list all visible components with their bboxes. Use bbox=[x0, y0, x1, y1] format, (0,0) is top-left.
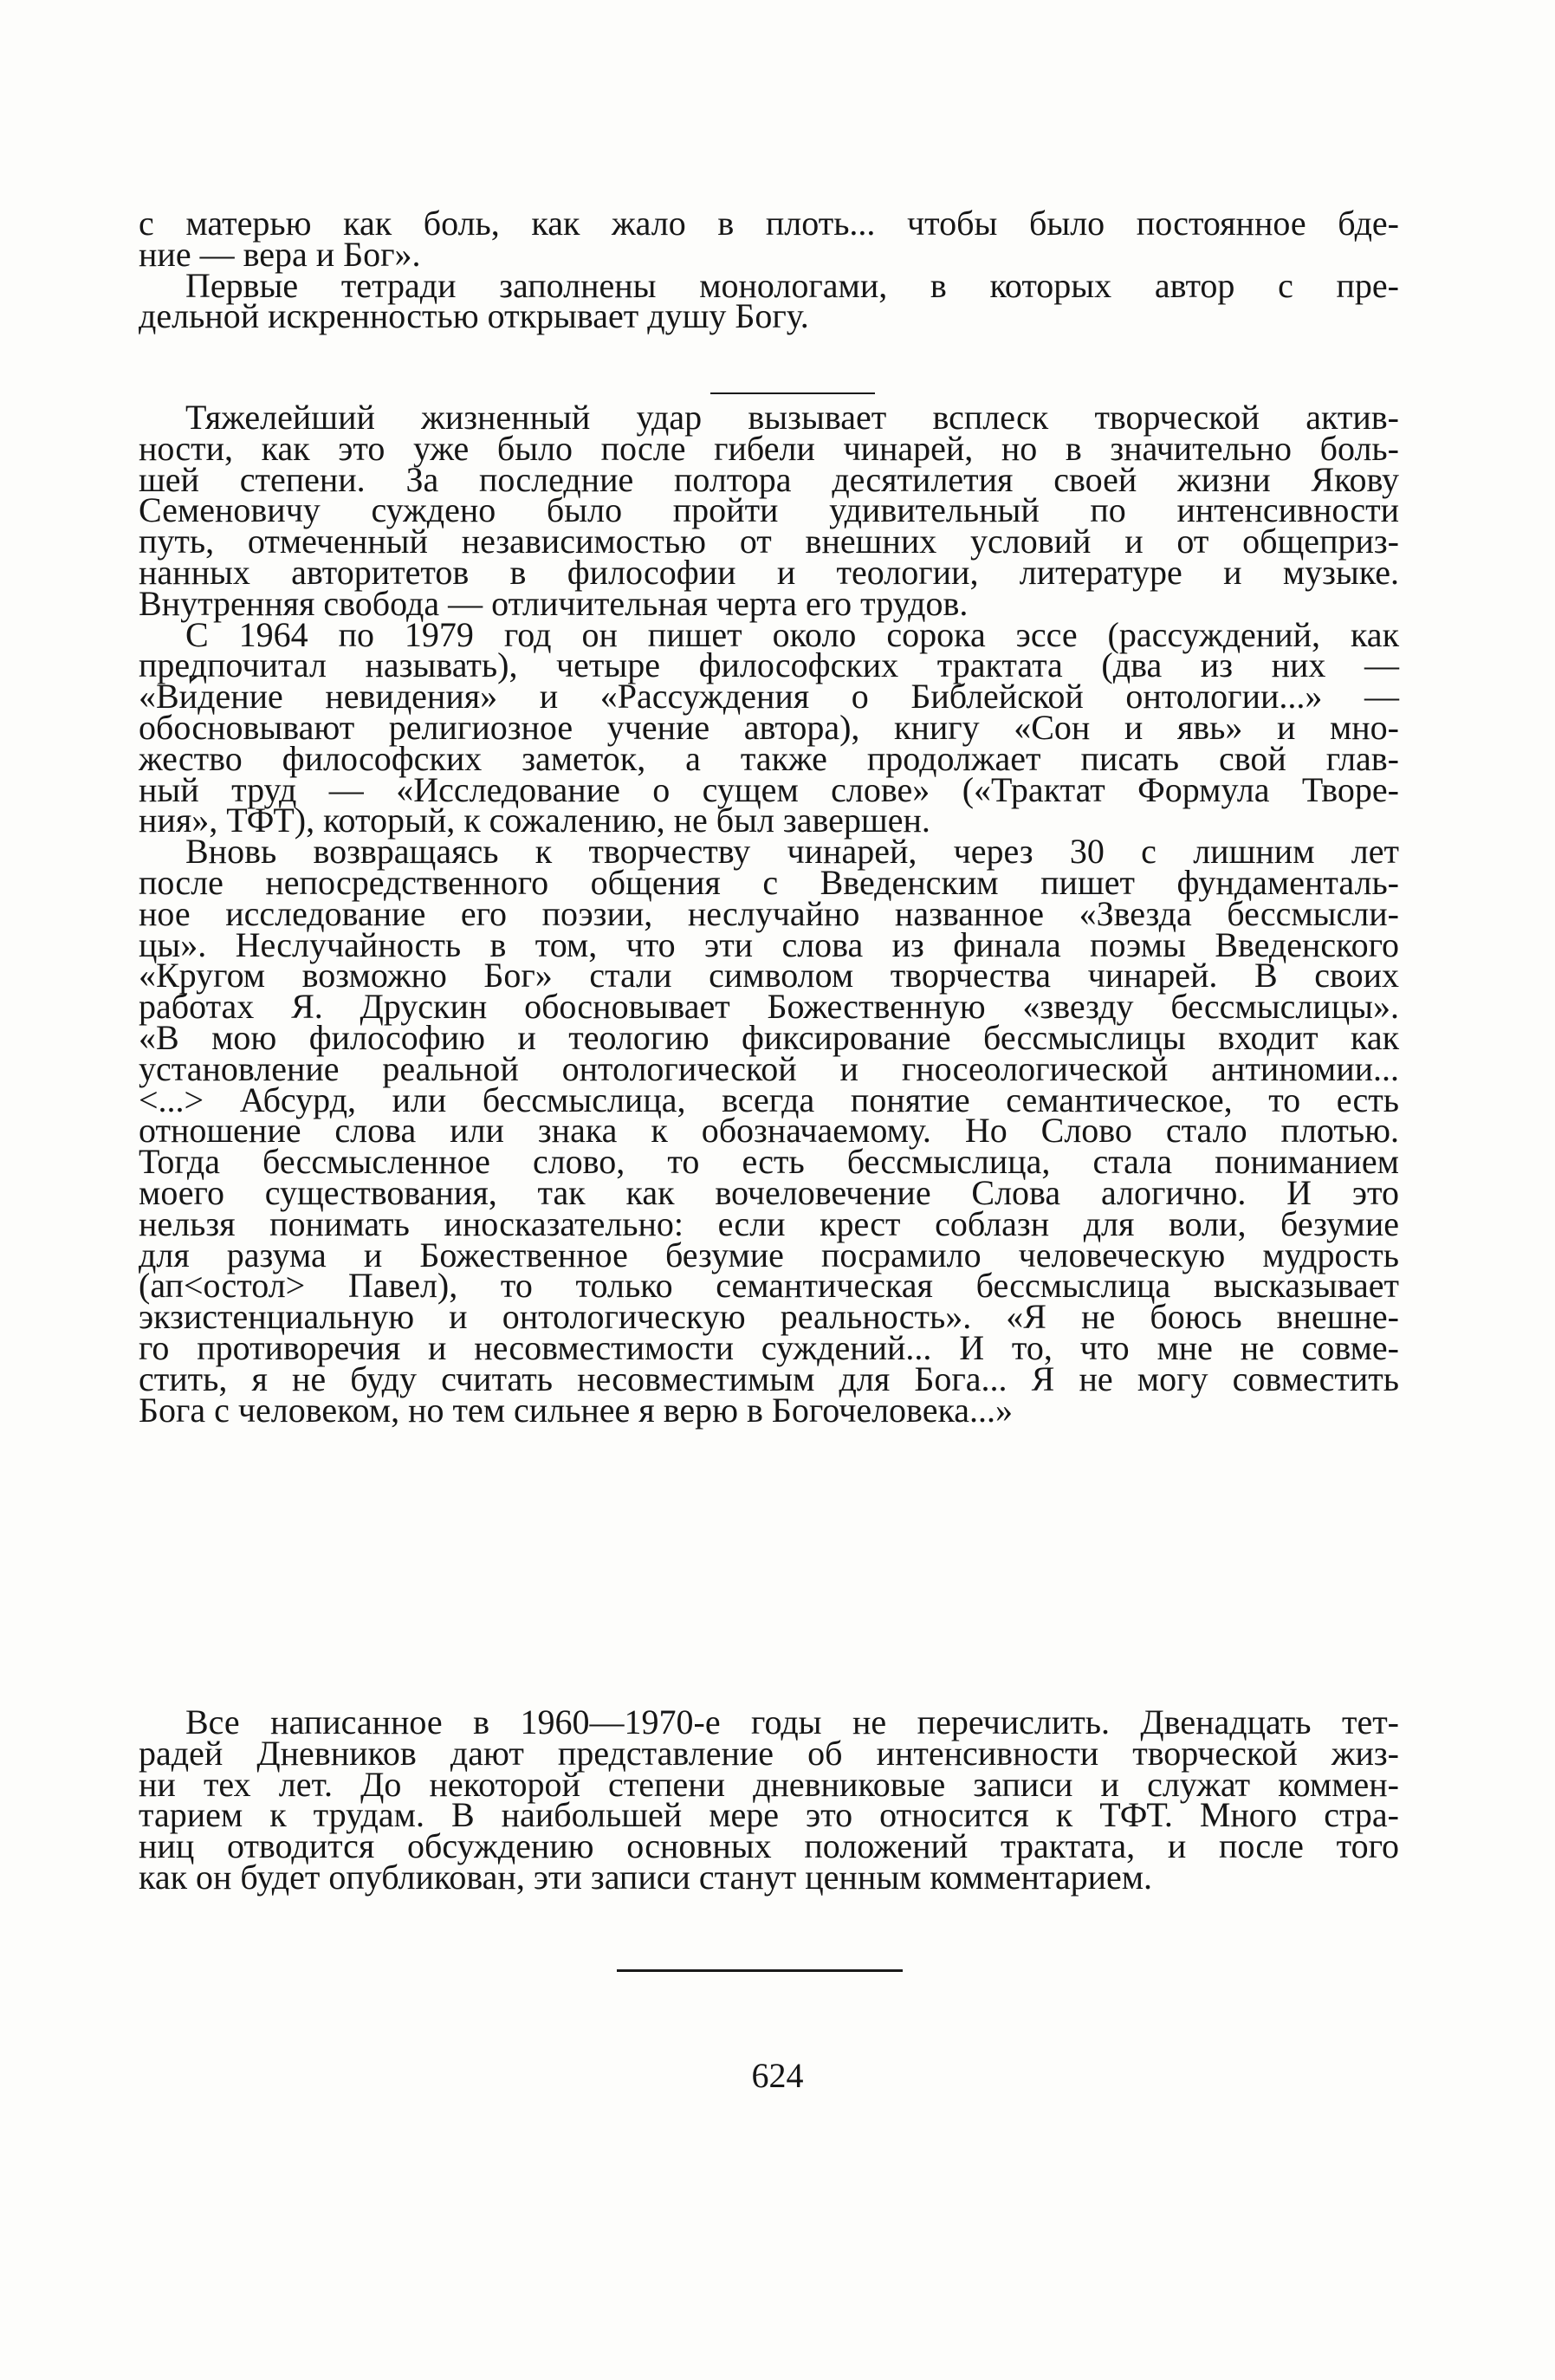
text-line: экзистенциальную и онтологическую реальность». «Я не боюсь внешне- bbox=[139, 1297, 1399, 1337]
text-line: ный труд — «Исследование о сущем слове» («Трактат Формула Творе- bbox=[139, 769, 1399, 809]
text-line: предпочитал называть), четыре философских трактата (два из них — bbox=[139, 645, 1399, 685]
text-line: ное исследование его поэзии, неслучайно названное «Звезда бессмысли- bbox=[139, 893, 1399, 933]
section-divider bbox=[617, 1969, 903, 1972]
text-line: после непосредственного общения с Введенским пишет фундаменталь- bbox=[139, 862, 1399, 902]
text-line: Внутренняя свобода — отличительная черта его трудов. bbox=[139, 583, 969, 623]
text-section-main bbox=[139, 398, 1399, 1430]
text-line: Бога с человеком, но тем сильнее я верю в Богочеловека...» bbox=[139, 1390, 1014, 1430]
text-line: работах Я. Друскин обосновывает Божественную «звезду бессмыслицы». bbox=[139, 987, 1399, 1027]
text-line: Все написанное в 1960—1970-е годы не перечислить. Двенадцать тет- bbox=[185, 1702, 1399, 1741]
text-line: путь, отмеченный независимостью от внешних условий и от общеприз- bbox=[139, 522, 1399, 561]
text-section-intro bbox=[139, 204, 1399, 336]
text-line: жество философских заметок, а также продолжает писать свой глав- bbox=[139, 738, 1399, 778]
text-line: с матерью как боль, как жало в плоть... чтобы было постоянное бде- bbox=[139, 204, 1399, 243]
text-line: го противоречия и несовместимости суждений... И то, что мне не совме- bbox=[139, 1327, 1399, 1367]
text-line: «В мою философию и теологию фиксирование бессмыслицы входит как bbox=[139, 1017, 1399, 1057]
text-line: цы». Неслучайность в том, что эти слова из финала поэмы Введенского bbox=[139, 924, 1399, 964]
text-line: ниц отводится обсуждению основных положений трактата, и после того bbox=[139, 1826, 1399, 1866]
text-line: тарием к трудам. В наибольшей мере это относится к ТФТ. Много стра- bbox=[139, 1795, 1399, 1835]
text-line: моего существования, так как вочеловечение Слова алогично. И это bbox=[139, 1172, 1399, 1212]
text-line: радей Дневников дают представление об интенсивности творческой жиз- bbox=[139, 1733, 1399, 1773]
text-line: Вновь возвращаясь к творчеству чинарей, через 30 с лишним лет bbox=[185, 832, 1399, 872]
text-line: для разума и Божественное безумие посрамило человеческую мудрость bbox=[139, 1235, 1399, 1274]
text-line: <...> Абсурд, или бессмыслица, всегда понятие семантическое, то есть bbox=[139, 1080, 1399, 1119]
text-line: ни тех лет. До некоторой степени дневниковые записи и служат коммен- bbox=[139, 1764, 1399, 1804]
text-line: «Кругом возможно Бог» стали символом творчества чинарей. В своих bbox=[139, 956, 1399, 995]
text-line: Первые тетради заполнены монологами, в которых автор с пре- bbox=[185, 265, 1399, 305]
text-line: установление реальной онтологической и гносеологической антиномии... bbox=[139, 1048, 1399, 1088]
text-line: нанных авторитетов в философии и теологии, литературе и музыке. bbox=[139, 552, 1399, 592]
text-line: (ап<остол> Павел), то только семантическая бессмыслица высказывает bbox=[139, 1266, 1399, 1306]
text-line: ности, как это уже было после гибели чинарей, но в значительно боль- bbox=[139, 428, 1399, 468]
section-divider bbox=[710, 392, 875, 394]
text-line: обосновывают религиозное учение автора), книгу «Сон и явь» и мно- bbox=[139, 707, 1399, 747]
text-line: Тяжелейший жизненный удар вызывает всплеск творческой актив- bbox=[185, 398, 1399, 437]
text-line: «Ви́дение невидения» и «Рассуждения о Библейской онтологии...» — bbox=[139, 677, 1399, 717]
text-line: дельной искренностью открывает душу Богу. bbox=[139, 296, 809, 336]
text-line: стить, я не буду считать несовместимым для Бога... Я не могу совместить bbox=[139, 1359, 1399, 1398]
page-number: 624 bbox=[751, 2056, 804, 2095]
text-line: Семеновичу суждено было пройти удивительный по интенсивности bbox=[139, 490, 1399, 530]
text-line: ние — вера и Бог». bbox=[139, 234, 421, 274]
text-line: нельзя понимать иносказательно: если крест соблазн для воли, безумие bbox=[139, 1203, 1399, 1243]
text-line: ния», ТФТ), который, к сожалению, не был завершен. bbox=[139, 801, 930, 840]
text-line: С 1964 по 1979 год он пишет около сорока эссе (рассуждений, как bbox=[185, 614, 1399, 654]
text-line: отношение слова или знака к обозначаемому. Но Слово стало плотью. bbox=[139, 1111, 1399, 1151]
text-line: Тогда бессмысленное слово, то есть бессмыслица, стала пониманием bbox=[139, 1142, 1399, 1182]
text-section-closing bbox=[139, 1702, 1399, 1897]
text-line: шей степени. За последние полтора десятилетия своей жизни Якову bbox=[139, 459, 1399, 499]
text-line: как он будет опубликован, эти записи станут ценным комментарием. bbox=[139, 1857, 1153, 1897]
